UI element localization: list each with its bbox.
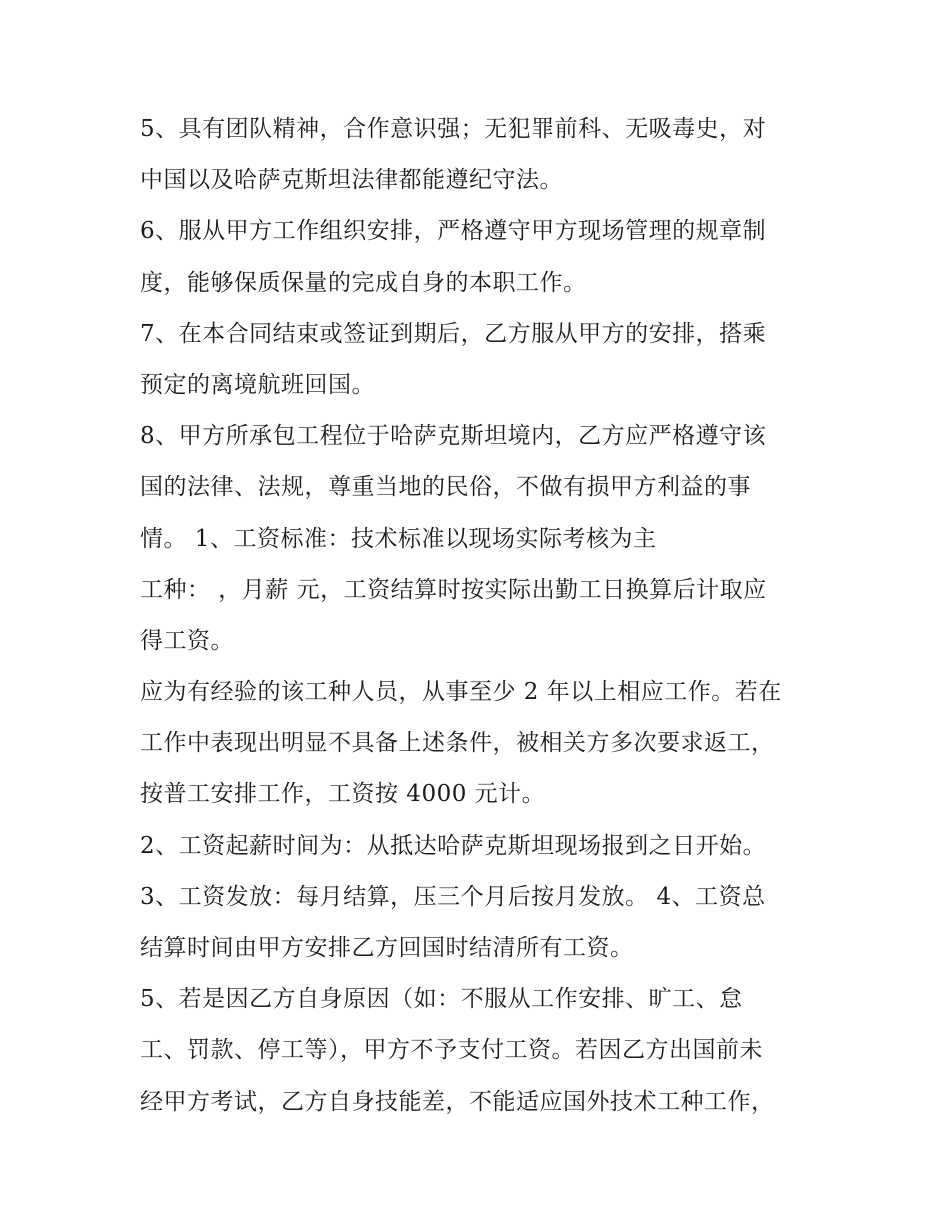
text-line: 工、罚款、停工等），甲方不予支付工资。若因乙方出国前未 [140,1037,763,1064]
text-line: 情。 1、工资标准：技术标准以现场实际考核为主 [140,525,657,552]
text-line: 按普工安排工作，工资按 4000 元计。 [140,781,546,808]
text-line: 5、若是因乙方自身原因（如：不服从工作安排、旷工、怠 [140,986,743,1013]
text-line: 度，能够保质保量的完成自身的本职工作。 [140,269,587,296]
text-line: 7、在本合同结束或签证到期后，乙方服从甲方的安排，搭乘 [140,320,767,347]
text-line: 得工资。 [140,627,234,654]
text-line: 2、工资起薪时间为：从抵达哈萨克斯坦现场报到之日开始。 [140,832,767,859]
text-line: 结算时间由甲方安排乙方回国时结清所有工资。 [140,935,634,961]
text-line: 预定的离境航班回国。 [140,371,375,398]
text-line: 应为有经验的该工种人员，从事至少 2 年以上相应工作。若在 [140,679,782,706]
text-line: 经甲方考试，乙方自身技能差，不能适应国外技术工种工作， [140,1088,775,1115]
text-line: 工作中表现出明显不具备上述条件，被相关方多次要求返工， [140,730,775,757]
text-line: 5、具有团队精神，合作意识强；无犯罪前科、无吸毒史，对 [140,116,767,142]
text-line: 3、工资发放：每月结算，压三个月后按月发放。 4、工资总 [140,883,766,910]
text-line: 中国以及哈萨克斯坦法律都能遵纪守法。 [140,167,563,194]
text-line: 8、甲方所承包工程位于哈萨克斯坦境内，乙方应严格遵守该 [140,423,767,450]
text-line: 工种： ，月薪 元，工资结算时按实际出勤工日换算后计取应 [140,576,767,603]
text-line: 国的法律、法规，尊重当地的民俗，不做有损甲方利益的事 [140,474,751,501]
contract-text-body [140,104,830,1128]
text-line: 6、服从甲方工作组织安排，严格遵守甲方现场管理的规章制 [140,218,767,245]
